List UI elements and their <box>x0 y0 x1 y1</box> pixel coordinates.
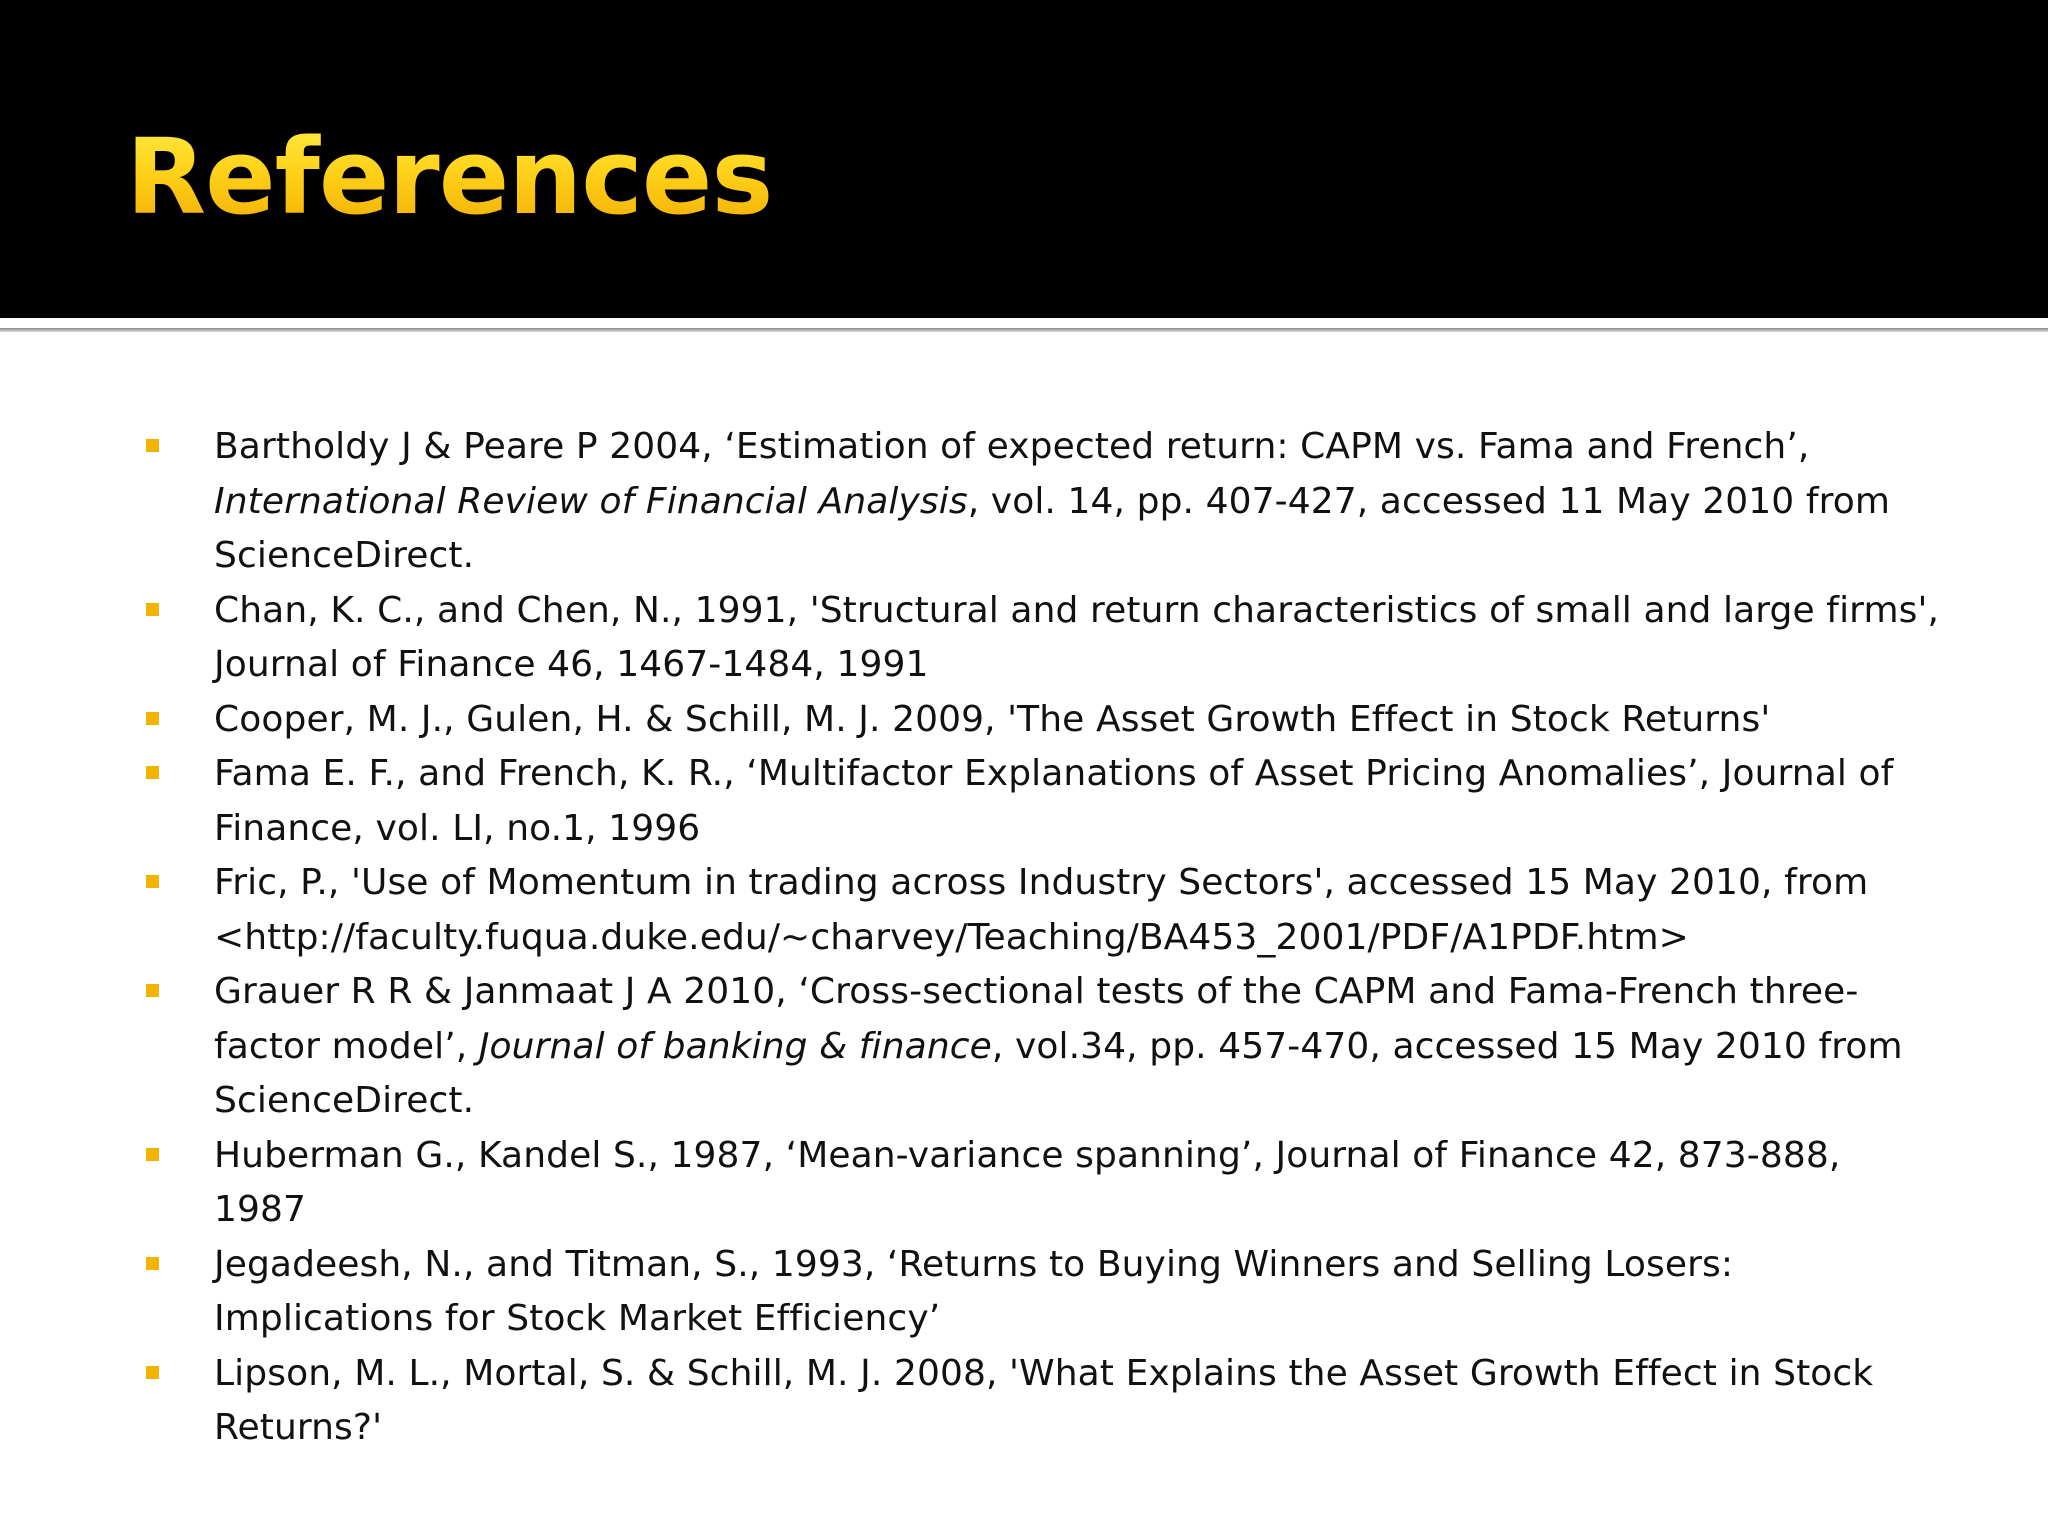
reference-text: Jegadeesh, N., and Titman, S., 1993, ‘Returns to Buying Winners and Selling Losers: Implications for Stock Market Efficiency’ <box>214 1243 1734 1339</box>
square-bullet-icon <box>146 712 159 725</box>
slide-title: References <box>126 112 772 242</box>
reference-item-jegadeesh <box>140 1238 1940 1347</box>
reference-list <box>140 420 1940 1456</box>
reference-journal-italic: International Review of Financial Analysis <box>214 480 968 522</box>
reference-text-part: , vol. 14, pp. 407-427, accessed 11 May 2010 from ScienceDirect. <box>214 480 1891 576</box>
reference-journal-italic: Journal of banking & finance <box>478 1025 992 1067</box>
square-bullet-icon <box>146 1366 159 1379</box>
reference-item-huberman <box>140 1129 1940 1238</box>
title-divider-line <box>0 328 2048 332</box>
reference-text-part: Grauer R R & Janmaat J A 2010, ‘Cross-sectional tests of the CAPM and Fama-French three-factor model’, <box>214 971 1859 1067</box>
reference-text: Cooper, M. J., Gulen, H. & Schill, M. J. 2009, 'The Asset Growth Effect in Stock Returns' <box>214 698 1771 740</box>
reference-item-fama <box>140 747 1940 856</box>
reference-text <box>214 426 1890 576</box>
reference-item-bartholdy <box>140 420 1940 584</box>
reference-item-lipson <box>140 1347 1940 1456</box>
square-bullet-icon <box>146 766 159 779</box>
reference-text: Chan, K. C., and Chen, N., 1991, 'Structural and return characteristics of small and large firms', Journal of Finance 46, 1467-1484, 1991 <box>214 589 1940 685</box>
square-bullet-icon <box>146 603 159 616</box>
reference-text: Lipson, M. L., Mortal, S. & Schill, M. J. 2008, 'What Explains the Asset Growth Effect in Stock Returns?' <box>214 1352 1874 1448</box>
reference-item-chan <box>140 584 1940 693</box>
square-bullet-icon <box>146 984 159 997</box>
reference-item-grauer <box>140 965 1940 1129</box>
square-bullet-icon <box>146 1148 159 1161</box>
reference-text-part: Bartholdy J & Peare P 2004, ‘Estimation of expected return: CAPM vs. Fama and French’, <box>214 426 1810 467</box>
reference-text <box>214 971 1903 1121</box>
reference-item-fric <box>140 856 1940 965</box>
square-bullet-icon <box>146 439 159 452</box>
reference-text: Fama E. F., and French, K. R., ‘Multifactor Explanations of Asset Pricing Anomalies’, Journal of Finance, vol. LI, no.1, 1996 <box>214 753 1894 849</box>
title-divider-gap <box>0 318 2048 324</box>
reference-text-part: , vol.34, pp. 457-470, accessed 15 May 2010 from ScienceDirect. <box>214 1025 1903 1121</box>
reference-item-cooper <box>140 693 1940 748</box>
square-bullet-icon <box>146 1257 159 1270</box>
square-bullet-icon <box>146 875 159 888</box>
reference-text: Huberman G., Kandel S., 1987, ‘Mean-variance spanning’, Journal of Finance 42, 873-888, 1987 <box>214 1134 1841 1230</box>
reference-text: Fric, P., 'Use of Momentum in trading across Industry Sectors', accessed 15 May 2010, from <http://faculty.fuqua.duke.edu/~charvey/Teaching/BA453_2001/PDF/A1PDF.htm> <box>214 862 1869 958</box>
title-bar <box>0 0 2048 318</box>
